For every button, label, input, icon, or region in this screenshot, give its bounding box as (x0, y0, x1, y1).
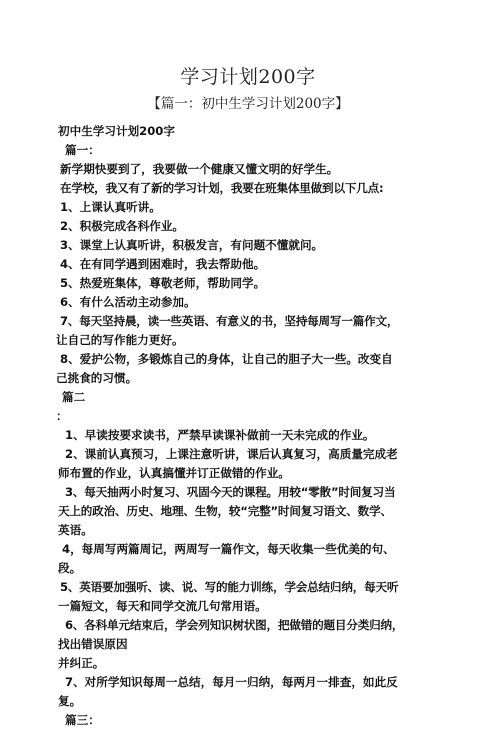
document-title: 学习计划200字 (180, 66, 316, 88)
part-heading: 篇一： (65, 143, 100, 157)
list-item: 3、课堂上认真听讲，积极发言，有问题不懂就问。 (60, 238, 324, 252)
paragraph-line: 新学期快要到了，我要做一个健康又懂文明的好学生。 (60, 162, 339, 176)
document-subtitle: 【篇一：初中生学习计划200字】 (147, 96, 349, 112)
list-item-continuation: 一篇短文，每天和同学交流几句常用语。 (58, 599, 267, 613)
part-heading-colon: ： (56, 409, 68, 423)
document-body (58, 122, 458, 730)
list-item: 7、每天坚持晨，读一些英语、有意义的书，坚持每周写一篇作文， (60, 314, 399, 328)
list-item-continuation: 天上的政治、历史、地理、生物，较“完整”时间复习语文、数学、 (58, 504, 392, 518)
list-item-continuation: 让自己的写作能力更好。 (56, 333, 184, 347)
list-item: 6、有什么活动主动参加。 (60, 295, 196, 309)
list-item: 1、早读按要求读书，严禁早读课补做前一天未完成的作业。 (65, 428, 375, 442)
list-item-continuation: 复。 (58, 694, 82, 708)
part-heading: 篇二 (62, 390, 86, 404)
section-heading: 初中生学习计划200字 (58, 124, 175, 138)
list-item-continuation: 找出错误原因 (58, 637, 128, 651)
list-item: 2、积极完成各科作业。 (60, 219, 185, 233)
list-item: 1、上课认真听讲。 (60, 200, 161, 214)
list-item-continuation: 师布置的作业，认真搞懂并订正做错的作业。 (58, 466, 290, 480)
list-item: 8、爱护公物，多锻炼自己的身体，让自己的胆子大一些。改变自 (60, 352, 393, 366)
list-item: 5、英语要加强听、读、说、写的能力训练，学会总结归纳，每天听 (60, 580, 399, 594)
list-item: 3、每天抽两小时复习、巩固今天的课程。用较“零散”时间复习当 (65, 485, 396, 499)
list-item: 5、热爱班集体，尊敬老师，帮助同学。 (60, 276, 266, 290)
list-item-continuation: 并纠正。 (58, 656, 105, 670)
list-item-continuation: 英语。 (58, 523, 93, 537)
paragraph-line: 在学校，我又有了新的学习计划，我要在班集体里做到以下几点: (60, 181, 384, 195)
list-item-continuation: 己挑食的习惯。 (56, 371, 138, 385)
part-heading: 篇三： (65, 713, 100, 727)
list-item: 4、在有同学遇到困难时，我去帮助他。 (60, 257, 266, 271)
list-item: 2、课前认真预习，上课注意听讲，课后认真复习，高质量完成老 (65, 447, 398, 461)
list-item: 4，每周写两篇周记，两周写一篇作文，每天收集一些优美的句、 (62, 542, 395, 556)
list-item: 7、对所学知识每周一总结，每月一归纳，每两月一排查，如此反 (65, 675, 398, 689)
list-item: 6、各科单元结束后，学会列知识树状图，把做错的题目分类归纳， (65, 618, 404, 632)
list-item-continuation: 段。 (58, 561, 82, 575)
